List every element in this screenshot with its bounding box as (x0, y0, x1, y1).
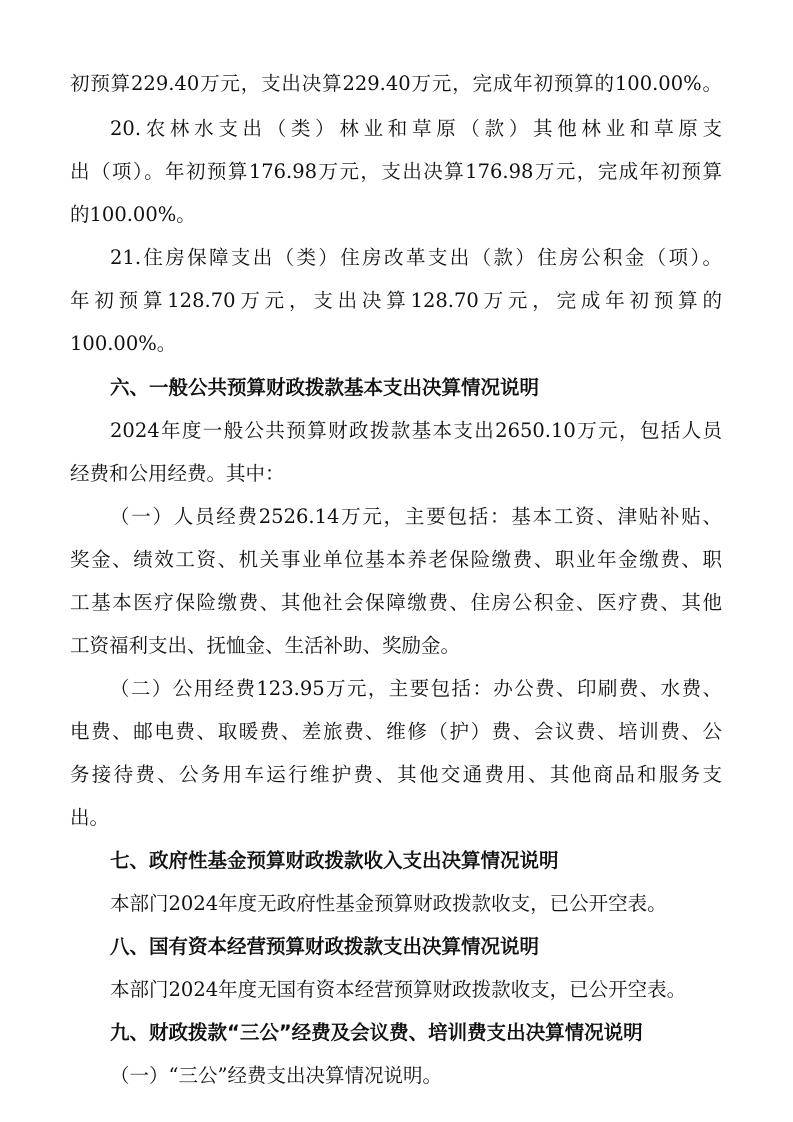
paragraph-line: （一）“三公”经费支出决算情况说明。 (110, 1064, 442, 1087)
paragraph-line: 的100.00%。 (70, 203, 196, 226)
paragraph-line: 本部门2024年度无政府性基金预算财政拨款收支，已公开空表。 (110, 892, 667, 915)
section-heading: 九、财政拨款“三公”经费及会议费、培训费支出决算情况说明 (110, 1021, 643, 1044)
paragraph-line: 工基本医疗保险缴费、其他社会保障缴费、住房公积金、医疗费、其他 (70, 591, 722, 614)
section-heading: 八、国有资本经营预算财政拨款支出决算情况说明 (110, 935, 540, 958)
paragraph-line: 经费和公用经费。其中： (70, 462, 285, 485)
paragraph-line: 本部门2024年度无国有资本经营预算财政拨款收支，已公开空表。 (110, 978, 687, 1001)
paragraph-line: 100.00%。 (70, 332, 177, 355)
paragraph-line: （二）公用经费123.95万元，主要包括：办公费、印刷费、水费、 (110, 677, 722, 700)
paragraph-line: 出。 (70, 806, 110, 829)
paragraph-line: （一）人员经费2526.14万元，主要包括：基本工资、津贴补贴、 (110, 505, 722, 528)
paragraph-line: 21.住房保障支出（类）住房改革支出（款）住房公积金（项）。 (110, 246, 722, 269)
paragraph-line: 2024年度一般公共预算财政拨款基本支出2650.10万元，包括人员 (110, 419, 722, 442)
paragraph-line: 初预算229.40万元，支出决算229.40万元，完成年初预算的100.00%。 (70, 72, 722, 95)
paragraph-line: 工资福利支出、抚恤金、生活补助、奖励金。 (70, 634, 461, 657)
paragraph-line: 奖金、绩效工资、机关事业单位基本养老保险缴费、职业年金缴费、职 (70, 548, 722, 571)
paragraph-line: 出（项）。年初预算176.98万元，支出决算176.98万元，完成年初预算 (70, 160, 722, 183)
section-heading: 六、一般公共预算财政拨款基本支出决算情况说明 (110, 376, 540, 399)
section-heading: 七、政府性基金预算财政拨款收入支出决算情况说明 (110, 849, 559, 872)
paragraph-line: 务接待费、公务用车运行维护费、其他交通费用、其他商品和服务支 (70, 763, 722, 786)
paragraph-line: 20.农林水支出（类）林业和草原（款）其他林业和草原支 (110, 117, 722, 140)
paragraph-line: 电费、邮电费、取暖费、差旅费、维修（护）费、会议费、培训费、公 (70, 720, 722, 743)
paragraph-line: 年初预算128.70万元，支出决算128.70万元，完成年初预算的 (70, 289, 722, 312)
